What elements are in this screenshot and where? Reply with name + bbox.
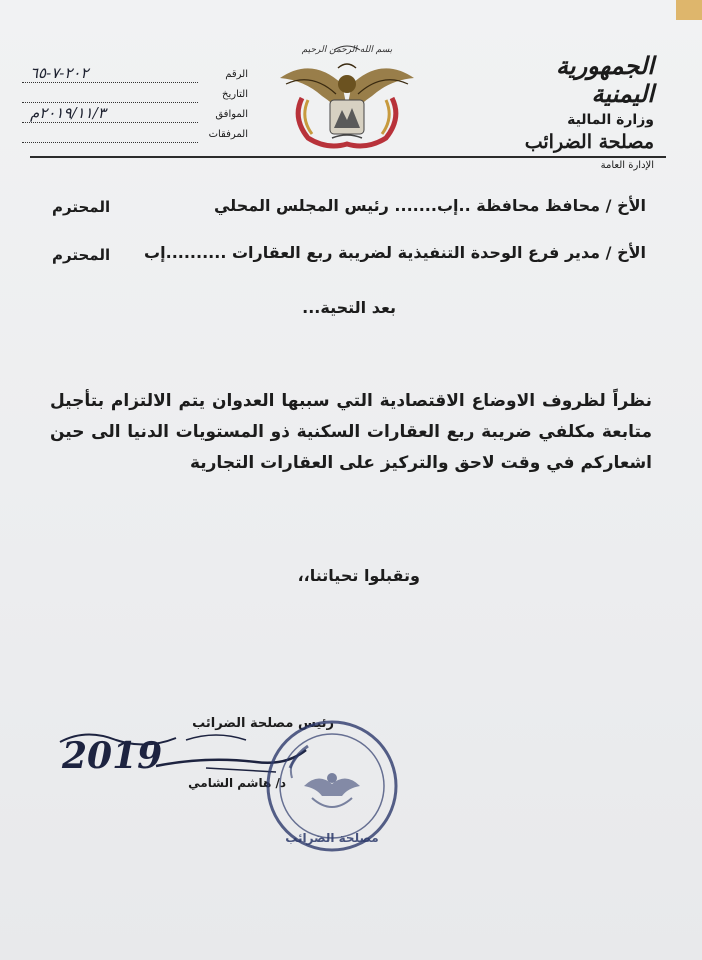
header-authority: مصلحة الضرائب (524, 131, 654, 153)
ref-number-line (22, 82, 198, 83)
seal-text: مصلحة الضرائب (285, 831, 379, 845)
header-divider (30, 156, 666, 158)
ref-number-row (22, 66, 248, 86)
signatory-title: رئيس مصلحة الضرائب (192, 716, 334, 731)
reference-fields (22, 66, 248, 146)
closing-line: وتقبلوا تحياتنا،، (297, 566, 420, 585)
ref-number-label: الرقم (225, 69, 248, 80)
addressee-governor: الأخ / محافظ محافظة ..إب....... رئيس المجلس المحلي (213, 196, 646, 215)
signature-year: 2019 (62, 735, 163, 777)
paper-corner-mark (676, 0, 702, 20)
national-emblem-icon (272, 38, 422, 156)
header-republic: الجمهورية اليمنية (556, 51, 654, 108)
header-department: الإدارة العامة (600, 160, 654, 171)
header-ministry: وزارة المالية (567, 112, 654, 128)
ref-attachments-row (22, 126, 248, 146)
emblem-basmala: بسم الله الرحمن الرحيم (301, 45, 393, 55)
addressee-governor-honorific: المحترم (52, 198, 111, 216)
signatory-name: د/ هاشم الشامي (188, 776, 286, 790)
ref-date-line (22, 102, 198, 103)
addressee-branch-honorific: المحترم (52, 246, 111, 264)
greeting: بعد التحية... (302, 298, 396, 317)
ref-corresponding-label: الموافق (215, 109, 248, 120)
addressee-branch-director: الأخ / مدير فرع الوحدة التنفيذية لضريبة ربع العقارات ..........إب (144, 243, 646, 262)
ref-date-label: التاريخ (222, 89, 248, 100)
ref-attachments-label: المرفقات (208, 129, 248, 140)
ref-number-value: ٢٠٢-٧-٦٥ (30, 64, 89, 82)
letter-body: نظراً لظروف الاوضاع الاقتصادية التي سببها العدوان يتم الالتزام بتأجيل متابعة مكلفي ضريبة ربع العقارات السكنية ذو المستويات الدنيا الى حين اشعاركم في وقت لاحق والتركيز على العقارات التجارية (50, 391, 652, 473)
ref-attachments-line (22, 142, 198, 143)
ref-corresponding-row (22, 106, 248, 126)
ref-corresponding-value: ٢٠١٩/١١/٣م (30, 104, 106, 122)
ref-date-row (22, 86, 248, 106)
ref-corresponding-line (22, 122, 198, 123)
official-seal-icon (262, 716, 402, 856)
